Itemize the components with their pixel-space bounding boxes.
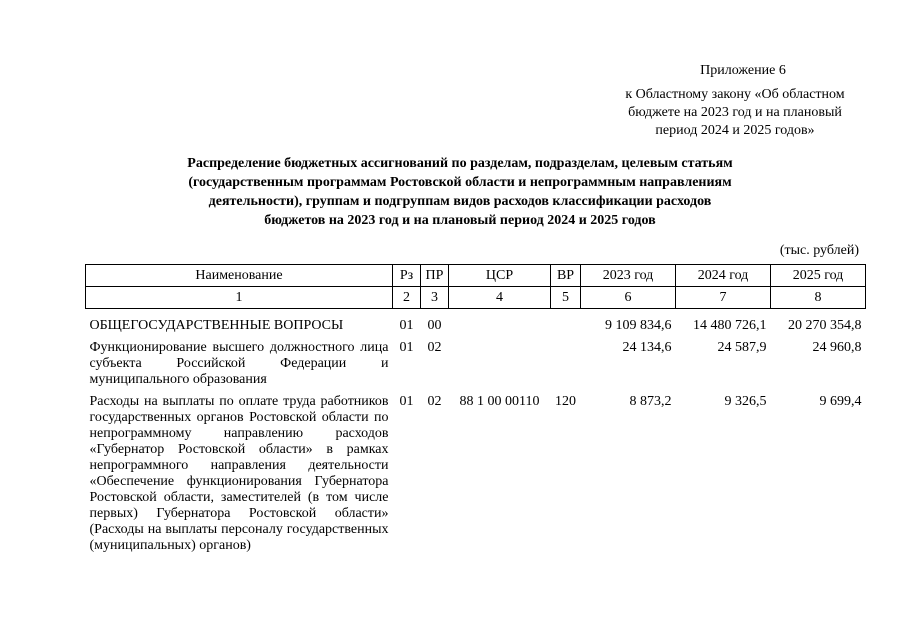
column-number: 3 — [421, 287, 449, 309]
row-name: ОБЩЕГОСУДАРСТВЕННЫЕ ВОПРОСЫ — [89, 318, 344, 333]
row-2025: 24 960,8 — [812, 340, 862, 355]
header-2024: 2024 год — [676, 265, 771, 287]
row-vr — [551, 334, 581, 388]
column-numbers-row — [86, 287, 866, 309]
header-rz: Рз — [393, 265, 421, 287]
header-2025: 2025 год — [771, 265, 866, 287]
row-vr — [551, 309, 581, 335]
table-header-row — [86, 265, 866, 287]
column-number: 5 — [551, 287, 581, 309]
row-pr: 02 — [427, 340, 442, 355]
column-number: 6 — [581, 287, 676, 309]
appendix-subtitle — [600, 86, 870, 140]
document-title-line: (государственным программам Ростовской области и непрограммным направлениям — [188, 175, 732, 190]
appendix-subtitle-line: к Областному закону «Об областном — [625, 87, 845, 102]
row-rz: 01 — [399, 394, 414, 409]
appendix-subtitle-line: период 2024 и 2025 годов» — [655, 123, 815, 138]
column-number: 8 — [771, 287, 866, 309]
row-2024: 24 587,9 — [717, 340, 767, 355]
budget-table — [85, 264, 866, 554]
appendix-header — [600, 62, 870, 140]
document-title-line: деятельности), группам и подгруппам видов расходов классификации расходов — [208, 194, 712, 209]
row-2023: 8 873,2 — [629, 394, 672, 409]
row-2024: 9 326,5 — [724, 394, 767, 409]
column-number: 2 — [393, 287, 421, 309]
table-row — [86, 334, 866, 388]
row-csr — [449, 309, 551, 335]
row-csr: 88 1 00 00110 — [459, 394, 540, 409]
document-title — [140, 154, 780, 230]
row-vr: 120 — [555, 394, 576, 409]
header-vr: ВР — [551, 265, 581, 287]
row-2024: 14 480 726,1 — [693, 318, 767, 333]
units-label: (тыс. рублей) — [779, 243, 859, 258]
header-csr: ЦСР — [449, 265, 551, 287]
row-name: Функционирование высшего должностного лица субъекта Российской Федерации и муниципального образования — [89, 340, 389, 387]
column-number: 1 — [86, 287, 393, 309]
column-number: 4 — [449, 287, 551, 309]
row-2023: 24 134,6 — [622, 340, 672, 355]
row-pr: 02 — [427, 394, 442, 409]
row-name: Расходы на выплаты по оплате труда работников государственных органов Ростовской области по непрограммному направлению расходов «Губернатор Ростовской области» в рамках непрограммного направления деятельности «Обеспечение функционирования Губернатора Ростовской области, заместителей (в том числе первых) Губернатора Ростовской области» (Расходы на выплаты персоналу государственных (муниципальных) органов) — [89, 394, 389, 553]
header-pr: ПР — [421, 265, 449, 287]
row-2025: 9 699,4 — [819, 394, 862, 409]
row-rz: 01 — [399, 318, 414, 333]
row-csr — [449, 334, 551, 388]
appendix-subtitle-line: бюджете на 2023 год и на плановый — [628, 105, 842, 120]
column-number: 7 — [676, 287, 771, 309]
row-2023: 9 109 834,6 — [605, 318, 672, 333]
document-title-line: бюджетов на 2023 год и на плановый период 2024 и 2025 годов — [264, 213, 656, 228]
appendix-title: Приложение 6 — [700, 63, 786, 78]
row-rz: 01 — [399, 340, 414, 355]
row-pr: 00 — [427, 318, 442, 333]
document-title-line: Распределение бюджетных ассигнований по разделам, подразделам, целевым статьям — [187, 156, 733, 171]
header-2023: 2023 год — [581, 265, 676, 287]
header-name: Наименование — [86, 265, 393, 287]
row-2025: 20 270 354,8 — [788, 318, 862, 333]
table-row — [86, 388, 866, 554]
table-row — [86, 309, 866, 335]
